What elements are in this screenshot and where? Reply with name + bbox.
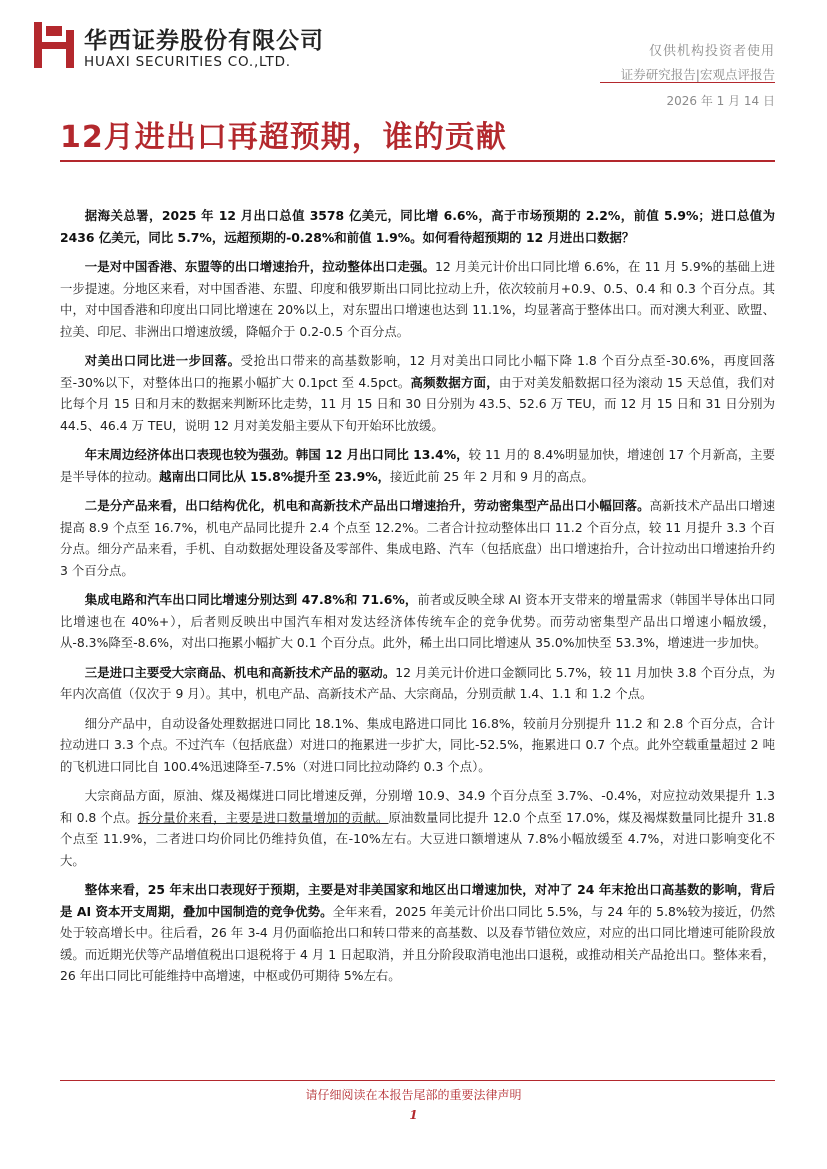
high-frequency-text: 由于对美发船数据口径为滚动 15 天总值，我们对比每个月 15 日和月末的数据来判断环比走势，11 月 15 日和 30 日分别为 43.5、52.6 万 TEU，而 12 月 15 日和 31 日分别为 44.5、46.4 万 TEU，说明 12 月对美发船主要从下旬开始环比放缓。 — [60, 374, 776, 433]
imports-heading: 三是进口主要受大宗商品、机电和高新技术产品的驱动。 — [84, 664, 396, 680]
ic-auto-text: 前者或反映全球 AI 资本开支带来的增量需求（韩国半导体出口同比增速也在 40%+），后者则反映出中国汽车相对发达经济体传统车企的竞争优势。而劳动密集型产品出口增速小幅放缓，从-8.3%降至-8.6%，对出口拖累小幅扩大 0.1 个百分点。此外，稀土出口同比增速从 35.0%加快至 53.3%，增速进一步加快。 — [60, 592, 775, 650]
paragraph-imports — [60, 662, 775, 705]
legal-notice: 请仔细阅读在本报告尾部的重要法律声明 — [305, 1088, 522, 1102]
commodities-text-2: 原油数量同比提升 12.0 个点至 17.0%，煤及褐煤数量同比提升 31.8 个点至 11.9%，二者进口均价同比仍维持负值，在-10%左右。大豆进口额增速从 7.8%小幅放缓至 4.7%，对进口影响变化不大。 — [60, 809, 776, 868]
us-exports-text: 受抢出口带来的高基数影响，12 月对美出口同比小幅下降 1.8 个百分点至-30.6%，再度回落至-30%以下，对整体出口的拖累小幅扩大 0.1pct 至 4.5pct。 — [60, 353, 776, 390]
report-date: 2026 年 1 月 14 日 — [666, 94, 775, 108]
page-number: 1 — [409, 1108, 418, 1122]
korea-heading: 年末周边经济体出口表现也较为强劲。韩国 12 月出口同比 13.4%， — [84, 447, 469, 462]
korea-text: 较 11 月的 8.4%明显加快，增速创 17 个月新高，主要是半导体的拉动。 — [60, 447, 775, 484]
paragraph-ic-auto — [60, 589, 775, 654]
paragraph-products — [60, 495, 775, 581]
ic-auto-heading: 集成电路和汽车出口同比增速分别达到 47.8%和 71.6%， — [84, 592, 418, 607]
company-logo — [34, 22, 74, 68]
us-exports-heading: 对美出口同比进一步回落。 — [84, 353, 241, 368]
high-frequency-heading: 高频数据方面， — [410, 374, 499, 390]
title-divider — [60, 160, 775, 162]
imports-text: 12 月美元计价进口金额同比 5.7%，较 11 月加快 3.8 个百分点，为年内次高值（仅次于 9 月）。其中，机电产品、高新技术产品、大宗商品，分别贡献 1.4、1.1 和 1.2 个点。 — [60, 664, 775, 701]
commodities-underline: 拆分量价来看，主要是进口数量增加的贡献。 — [137, 809, 389, 825]
paragraph-summary — [60, 205, 775, 248]
vietnam-text: 接近此前 25 年 2 月和 9 月的高点。 — [390, 468, 594, 484]
paragraph-import-details — [60, 713, 775, 778]
products-text: 高新技术产品出口增速提高 8.9 个点至 16.7%，机电产品同比提升 2.4 个点至 12.2%。二者合计拉动整体出口 11.2 个百分点，较 11 月提升 3.3 个百分点。细分产品来看，手机、自动数据处理设备及零部件、集成电路、汽车（包括底盘）出口增速抬升，合计拉动出口增速抬升约 3 个百分点。 — [60, 498, 776, 578]
footer-divider — [60, 1080, 775, 1081]
company-name-cn: 华西证券股份有限公司 — [84, 28, 324, 54]
commodities-text-1: 大宗商品方面，原油、煤及褐煤进口同比增速反弹，分别增 10.9、34.9 个百分点至 3.7%、-0.4%，对应拉动效果提升 1.3 和 0.8 个点。 — [60, 788, 775, 825]
report-body — [60, 205, 775, 995]
paragraph-commodities — [60, 785, 775, 871]
company-name-en: HUAXI SECURITIES CO.,LTD. — [84, 54, 291, 70]
report-title: 12月进出口再超预期，谁的贡献 — [60, 120, 507, 155]
paragraph-export-regions — [60, 256, 775, 342]
summary-bold: 据海关总署，2025 年 12 月出口总值 3578 亿美元，同比增 6.6%，高于市场预期的 2.2%，前值 5.9%；进口总值为 2436 亿美元，同比 5.7%，远超预期的-0.28%和前值 1.9%。如何看待超预期的 12 月进出口数据？ — [60, 208, 775, 245]
audience-note: 仅供机构投资者使用 — [648, 44, 775, 59]
vietnam-heading: 越南出口同比从 15.8%提升至 23.9%， — [159, 468, 391, 484]
report-type: 证券研究报告|宏观点评报告 — [620, 67, 775, 82]
products-heading: 二是分产品来看，出口结构优化，机电和高新技术产品出口增速抬升，劳动密集型产品出口小幅回落。 — [84, 498, 650, 513]
paragraph-us-exports — [60, 350, 775, 436]
export-regions-text: 12 月美元计价出口同比增 6.6%，在 11 月 5.9%的基础上进一步提速。分地区来看，对中国香港、东盟、印度和俄罗斯出口同比拉动上升，依次较前月+0.9、0.5、0.4 和 0.3 个百分点。其中，对中国香港和印度出口同比增速在 20%以上，对东盟出口增速也达到 11.1%，均显著高于整体出口。而对澳大利亚、欧盟、拉美、印尼、非洲出口增速放缓，降幅介于 0.2-0.5 个百分点。 — [60, 259, 776, 339]
paragraph-conclusion — [60, 879, 775, 987]
import-details-text: 细分产品中，自动设备处理数据进口同比 18.1%、集成电路进口同比 16.8%，较前月分别提升 11.2 和 2.8 个百分点，合计拉动进口 3.3 个点。不过汽车（包括底盘）对进口的拖累进一步扩大，同比-52.5%，拖累进口 0.7 个点。此外空载重量超过 2 吨的飞机进口同比自 100.4%迅速降至-7.5%（对进口同比拉动降约 0.3 个点）。 — [60, 715, 775, 774]
export-regions-heading: 一是对中国香港、东盟等的出口增速抬升，拉动整体出口走强。 — [84, 259, 435, 274]
conclusion-heading: 整体来看，25 年末出口表现好于预期，主要是对非美国家和地区出口增速加快，对冲了 24 年末抢出口高基数的影响，背后是 AI 资本开支周期，叠加中国制造的竞争优势。 — [60, 882, 775, 919]
conclusion-text: 全年来看，2025 年美元计价出口同比 5.5%，与 24 年的 5.8%较为接近，仍然处于较高增长中。往后看，26 年 3-4 月仍面临抢出口和转口带来的高基数、以及春节错位效应，对应的出口同比增速可能阶段放缓。而近期光伏等产品增值税出口退税将于 4 月 1 日起取消，并且分阶段取消电池出口退税，或推动相关产品抢出口。整体来看，26 年出口同比可能维持中高增速，中枢或仍可期待 5%左右。 — [60, 903, 776, 983]
paragraph-neighbors — [60, 444, 775, 487]
